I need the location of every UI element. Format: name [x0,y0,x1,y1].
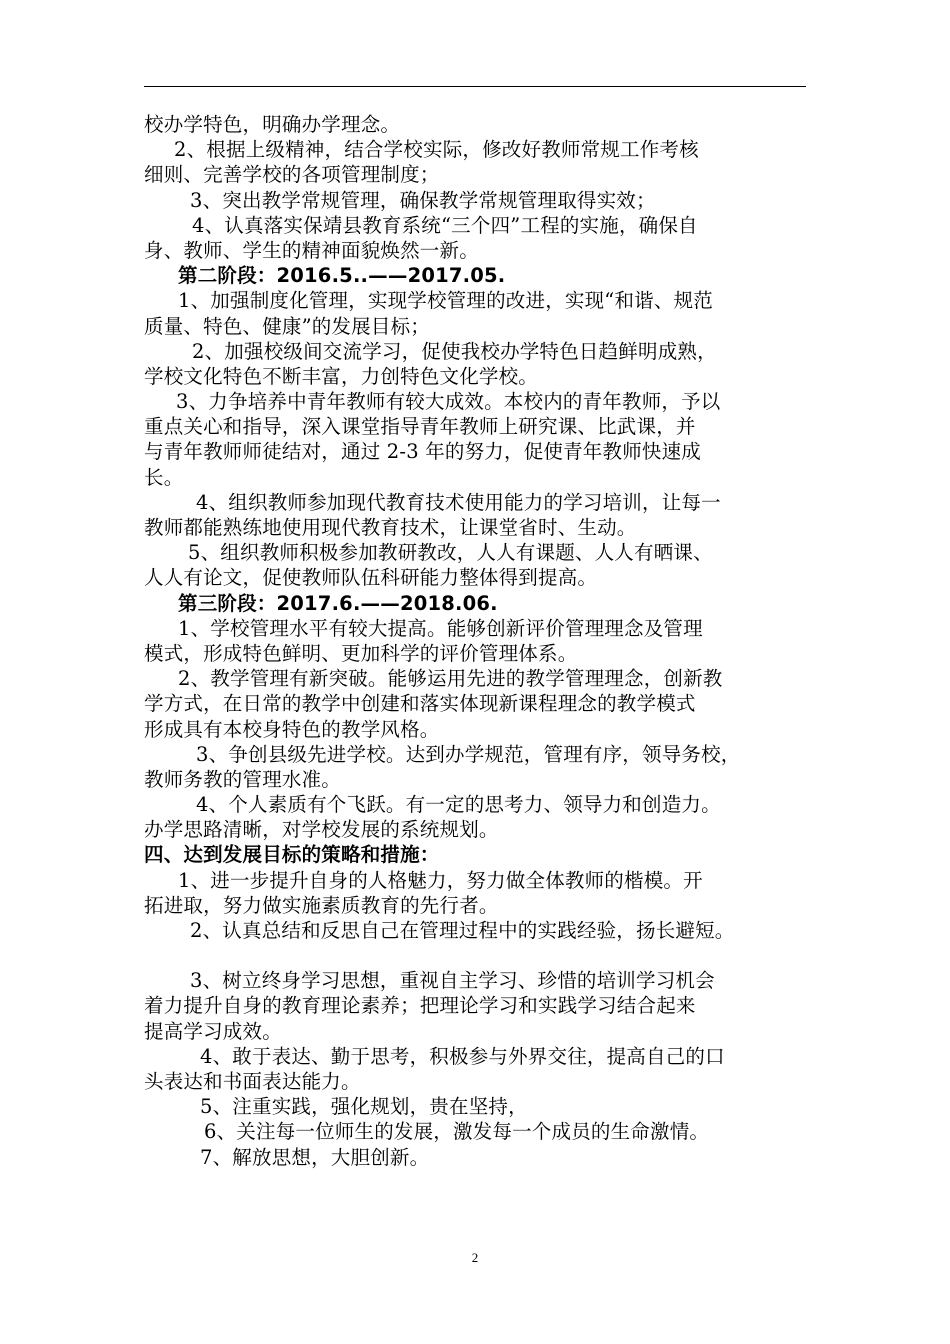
text-line: 教师都能熟练地使用现代教育技术，让课堂省时、生动。 [144,516,637,539]
text-line: 1、进一步提升自身的人格魅力，努力做全体教师的楷模。开 [178,868,703,892]
text-line: 学方式，在日常的教学中创建和落实体现新课程理念的教学模式 [144,692,696,716]
text-line: 身、教师、学生的精神面貌焕然一新。 [144,238,479,262]
text-line: 办学思路清晰，对学校发展的系统规划。 [144,818,499,842]
text-line: 4、组织教师参加现代教育技术使用能力的学习培训，让每一 [196,490,721,514]
text-line: 2、根据上级精神，结合学校实际，修改好教师常规工作考核 [174,138,699,162]
text-line: 3、突出教学常规管理，确保教学常规管理取得实效； [190,188,656,212]
text-line: 2、加强校级间交流学习，促使我校办学特色日趋鲜明成熟， [192,339,717,363]
text-line: 2、认真总结和反思自己在管理过程中的实践经验，扬长避短。 [190,919,735,942]
text-line: 校办学特色，明确办学理念。 [144,113,401,136]
text-line: 重点关心和指导，深入课堂指导青年教师上研究课、比武课，并 [144,415,696,439]
header-rule [144,86,806,87]
section-heading: 四、达到发展目标的策略和措施： [144,843,440,867]
text-line: 3、争创县级先进学校。达到办学规范，管理有序，领导务校， [196,742,741,766]
text-line: 教师务教的管理水准。 [144,767,342,791]
text-line: 4、个人素质有个飞跃。有一定的思考力、领导力和创造力。 [196,793,721,817]
text-line: 4、认真落实保靖县教育系统“三个四”工程的实施，确保自 [192,213,698,237]
text-line: 与青年教师师徒结对，通过 2-3 年的努力，促使青年教师快速成 [144,440,701,464]
text-line: 模式，形成特色鲜明、更加科学的评价管理体系。 [144,641,578,665]
text-line: 长。 [144,465,184,489]
text-line: 4、敢于表达、勤于思考，积极参与外界交往，提高自己的口 [200,1044,725,1068]
text-line: 质量、特色、健康”的发展目标； [144,314,430,338]
text-line: 7、解放思想，大胆创新。 [200,1145,430,1169]
text-line: 提高学习成效。 [144,1019,282,1043]
document-body [144,112,814,1170]
text-line: 5、组织教师积极参加教研教改，人人有课题、人人有晒课、 [188,541,713,565]
page-number: 2 [471,1250,479,1265]
text-line: 1、学校管理水平有较大提高。能够创新评价管理理念及管理 [178,616,703,640]
blank-line [144,943,814,968]
text-line: 人人有论文，促使教师队伍科研能力整体得到提高。 [144,566,598,590]
text-line: 3、树立终身学习思想，重视自主学习、珍惜的培训学习机会 [190,969,715,993]
text-line: 形成具有本校身特色的教学风格。 [144,717,440,741]
text-line: 拓进取，努力做实施素质教育的先行者。 [144,893,499,917]
section-heading: 第三阶段：2017.6.——2018.06. [178,591,498,615]
text-line: 学校文化特色不断丰富，力创特色文化学校。 [144,364,539,388]
text-line: 6、关注每一位师生的发展，激发每一个成员的生命激情。 [204,1120,710,1144]
section-heading: 第二阶段：2016.5..——2017.05. [178,264,506,288]
text-line: 2、教学管理有新突破。能够运用先进的教学管理理念，创新教 [178,667,723,691]
text-line: 1、加强制度化管理，实现学校管理的改进，实现“和谐、规范 [178,289,713,313]
text-line: 5、注重实践，强化规划，贵在坚持， [200,1095,528,1119]
text-line: 3、力争培养中青年教师有较大成效。本校内的青年教师，予以 [176,390,721,414]
text-line: 着力提升自身的教育理论素养；把理论学习和实践学习结合起来 [144,994,696,1018]
text-line: 细则、完善学校的各项管理制度； [144,163,440,187]
text-line: 头表达和书面表达能力。 [144,1069,361,1093]
